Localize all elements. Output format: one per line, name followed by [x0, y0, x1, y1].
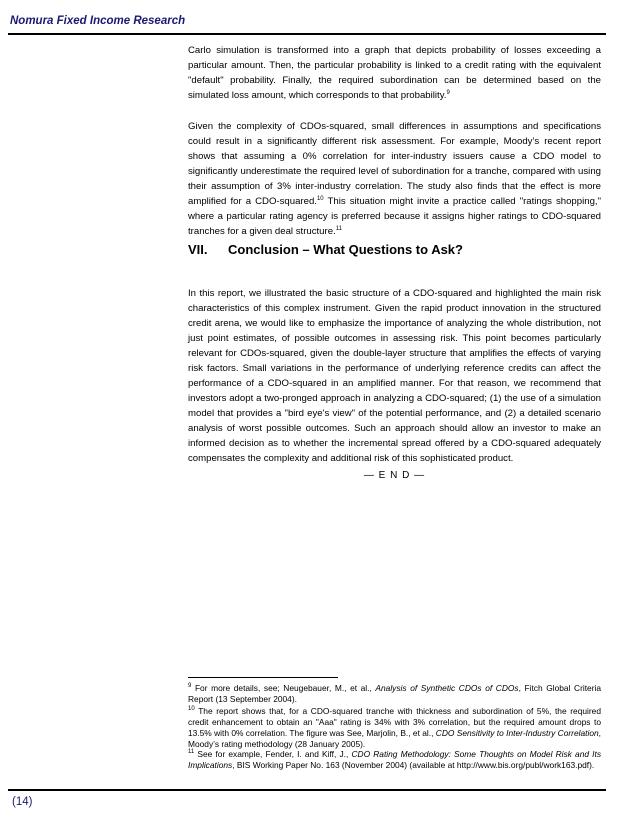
section-number: VII. [188, 242, 208, 257]
section-title: Conclusion – What Questions to Ask? [228, 242, 463, 257]
footnote-number: 10 [188, 706, 195, 713]
footnote-ref-10[interactable]: 10 [316, 195, 324, 202]
footnote-title: Analysis of Synthetic CDOs of CDOs [375, 683, 519, 693]
end-marker: — E N D — [363, 470, 426, 481]
page-number: (14) [12, 796, 33, 808]
header-divider [8, 33, 606, 35]
footnote-text: , Moody’s rating methodology (28 January 2005). [188, 728, 601, 749]
footnote-title: CDO Sensitivity to Inter-Industry Correlation [435, 728, 599, 738]
paragraph-text: This situation might invite a practice called "ratings shopping," where a particular rating agency is preferred because it assigns higher ratings to CDO-squared tranches for a given deal structure. [188, 196, 601, 237]
section-heading [188, 242, 601, 257]
footnote-text: The report shows that, for a CDO-squared tranche with thickness and subordination of 5%, the required credit enhancement to obtain an "Aaa" rating is 34% with 3% correlation, but the required amount drops to 13.5% with 0% correlation. The figure was See, Marjolin, B., et al., [188, 706, 601, 738]
footnote-9 [188, 683, 601, 705]
footer-divider [8, 789, 606, 791]
footnote-divider [188, 677, 338, 678]
paragraph-conclusion: In this report, we illustrated the basic structure of a CDO-squared and highlighted the main risk characteristics of this complex instrument. Given the rapid product innovation in the structured credit arena, we would like to emphasize the importance of analyzing the whole distribution, not just point estimates, of possible outcomes in assessing risk. This point becomes particularly relevant for CDOs-squared, given the double-layer structure that amplifies the effects of varying risk factors. Small variations in the performance of underlying reference credits can affect the performance of a CDO-squared in an amplified manner. For that reason, we recommend that investors adopt a two-pronged approach in analyzing a CDO-squared; (1) the use of a simulation model that provides a "bird eye's view" of the potential performance, and (2) a detailed scenario analysis of worst possible outcomes. Such an approach should allow an investor to make an informed decision as to whether the incremental spread offered by a CDO-squared adequately compensates the complexity and additional risk of this sophisticated product. [188, 288, 601, 464]
footnote-text: , Fitch Global Criteria Report (13 September 2004). [188, 683, 602, 704]
footnote-number: 9 [188, 683, 192, 690]
footnote-text: See for example, Fender, I. and Kiff, J., [197, 749, 352, 759]
footnote-10 [188, 706, 601, 750]
footnote-number: 11 [188, 749, 195, 756]
footnote-ref-11[interactable]: 11 [335, 225, 342, 232]
paragraph-text: Carlo simulation is transformed into a graph that depicts probability of losses exceeding a particular amount. Then, the particular probability is linked to a credit rating with the equivalent "default" probability. Finally, the required subordination can be determined based on the simulated loss amount, which corresponds to that probability. [188, 45, 601, 101]
footnote-11 [188, 749, 601, 771]
paragraph-complexity [188, 119, 601, 239]
footnote-title: CDO Rating Methodology: Some Thoughts on Model Risk and Its Implications [188, 749, 602, 770]
footnote-text: For more details, see; Neugebauer, M., et al., [194, 683, 376, 693]
footnote-text: , BIS Working Paper No. 163 (November 2004) (available at http://www.bis.org/publ/work163.pdf). [232, 760, 595, 770]
paragraph-monte-carlo [188, 43, 601, 103]
report-header-title: Nomura Fixed Income Research [10, 15, 186, 27]
paragraph-text: Given the complexity of CDOs-squared, small differences in assumptions and specifications could result in a significantly different risk assessment. For example, Moody’s recent report shows that assuming a 0% correlation for inter-industry issuers cause a CDO model to significantly underestimate the required level of subordination for a tranche, compared with using their assumption of 3% inter-industry correlation. The study also finds that the effect is more amplified for a CDO-squared. [188, 121, 601, 207]
footnote-ref-9[interactable]: 9 [446, 89, 450, 96]
